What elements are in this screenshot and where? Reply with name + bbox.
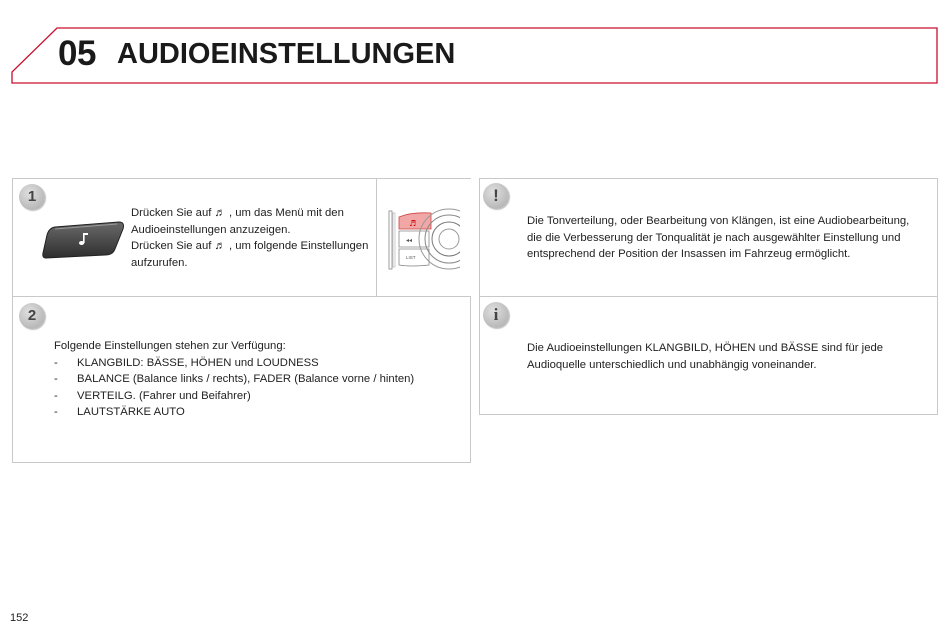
step-1-instructions xyxy=(131,205,376,271)
control-panel-image xyxy=(376,179,470,296)
step-2-box xyxy=(12,296,471,463)
step-1-box xyxy=(12,178,471,297)
list-label: LIST xyxy=(406,255,416,260)
warning-icon: ! xyxy=(483,183,509,209)
page-title: AUDIOEINSTELLUNGEN xyxy=(117,38,456,70)
info-icon: i xyxy=(483,302,509,328)
info-text: Die Audioeinstellungen KLANGBILD, HÖHEN und BÄSSE sind für jede Audioquelle unterschiedlich und unabhängig voneinander. xyxy=(527,342,884,371)
warning-box xyxy=(479,178,938,297)
list-item: - BALANCE (Balance links / rechts), FADER (Balance vorne / hinten) xyxy=(54,373,415,385)
settings-intro: Folgende Einstellungen stehen zur Verfügung: xyxy=(54,340,286,352)
step-1-line-1a: Drücken Sie auf xyxy=(131,207,212,219)
warning-text: Die Tonverteilung, oder Bearbeitung von Klängen, ist eine Audiobearbeitung, die die Verbesserung der Tonqualität je nach ausgewählter Einstellung und entsprechend der Position der Insassen im Fahrzeug ermöglicht. xyxy=(527,215,910,260)
step-1-line-2: Audioeinstellungen anzuzeigen. xyxy=(131,223,291,236)
music-note-icon: ♬ xyxy=(214,207,226,219)
music-note-icon: ♬ xyxy=(214,240,226,252)
chapter-number: 05 xyxy=(58,34,96,73)
list-item: - KLANGBILD: BÄSSE, HÖHEN und LOUDNESS xyxy=(54,356,319,369)
step-2-badge: 2 xyxy=(19,303,45,329)
radio-control-illustration xyxy=(377,179,471,296)
list-item: - LAUTSTÄRKE AUTO xyxy=(54,406,185,418)
settings-list xyxy=(54,355,464,421)
info-box xyxy=(479,296,938,415)
svg-text:◂◂: ◂◂ xyxy=(406,237,413,244)
step-1-line-4: aufzurufen. xyxy=(131,256,188,269)
list-item: - VERTEILG. (Fahrer und Beifahrer) xyxy=(54,389,251,402)
settings-list-block xyxy=(54,338,464,421)
music-button-illustration xyxy=(41,219,125,261)
step-1-line-1b: , um das Menü mit den xyxy=(228,207,344,219)
svg-text:♬: ♬ xyxy=(409,219,417,228)
step-1-line-3a: Drücken Sie auf xyxy=(131,240,212,252)
step-1-badge: 1 xyxy=(19,184,45,210)
step-1-line-3b: , um folgende Einstellungen xyxy=(228,240,369,252)
page-number: 152 xyxy=(10,612,29,624)
